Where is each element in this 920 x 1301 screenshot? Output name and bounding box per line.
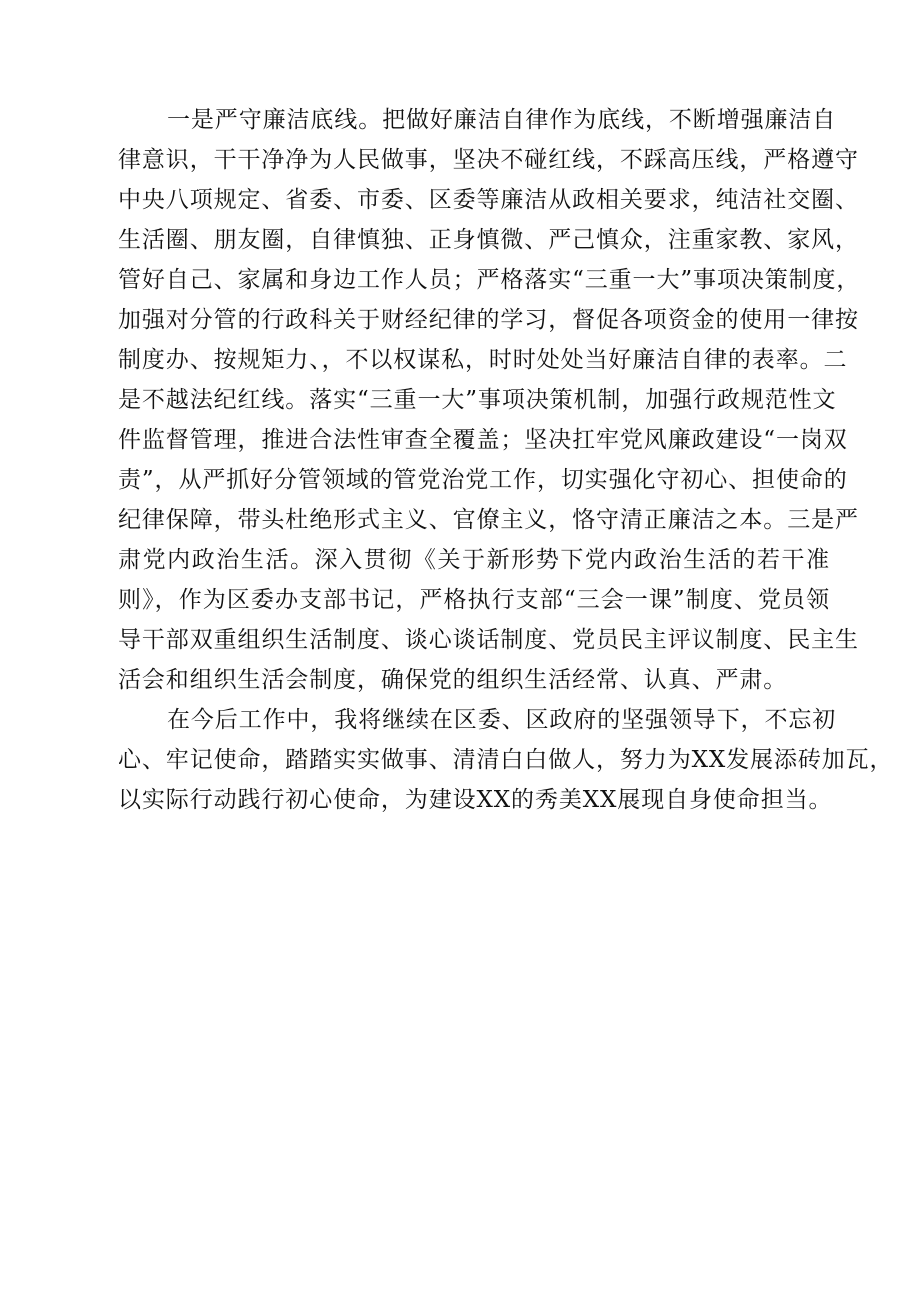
paragraph-line: 活会和组织生活会制度，确保党的组织生活经常、认真、严肃。 <box>118 667 788 693</box>
paragraph-line: 律意识，干干净净为人民做事，坚决不碰红线，不踩高压线，严格遵守 <box>118 147 859 173</box>
paragraph-line: 中央八项规定、省委、市委、区委等廉洁从政相关要求，纯洁社交圈、 <box>118 187 859 213</box>
paragraph-line: 加强对分管的行政科关于财经纪律的学习，督促各项资金的使用一律按 <box>118 307 859 333</box>
document-body <box>118 100 894 820</box>
paragraph-discipline <box>118 100 861 700</box>
paragraph-line: 一是严守廉洁底线。把做好廉洁自律作为底线，不断增强廉洁自 <box>167 107 837 133</box>
paragraph-line: 肃党内政治生活。深入贯彻《关于新形势下党内政治生活的若干准 <box>118 547 830 573</box>
paragraph-line: 生活圈、朋友圈，自律慎独、正身慎微、严己慎众，注重家教、家风， <box>118 227 859 253</box>
paragraph-line: 管好自己、家属和身边工作人员；严格落实“三重一大”事项决策制度， <box>118 267 861 293</box>
paragraph-line: 以实际行动践行初心使命，为建设XX的秀美XX展现自身使命担当。 <box>118 787 833 813</box>
paragraph-line: 制度办、按规矩力、，不以权谋私，时时处处当好廉洁自律的表率。二 <box>118 347 848 373</box>
paragraph-line: 责”，从严抓好分管领域的管党治党工作，切实强化守初心、担使命的 <box>118 467 848 493</box>
paragraph-line: 在今后工作中，我将继续在区委、区政府的坚强领导下，不忘初 <box>167 707 837 733</box>
paragraph-line: 则》，作为区委办支部书记，严格执行支部“三会一课”制度、党员领 <box>118 587 830 613</box>
paragraph-line: 导干部双重组织生活制度、谈心谈话制度、党员民主评议制度、民主生 <box>118 627 859 653</box>
paragraph-line: 件监督管理，推进合法性审查全覆盖；坚决扛牢党风廉政建设“一岗双 <box>118 427 848 453</box>
paragraph-line: 是不越法纪红线。落实“三重一大”事项决策机制，加强行政规范性文 <box>118 387 837 413</box>
paragraph-line: 心、牢记使命，踏踏实实做事、清清白白做人，努力为XX发展添砖加瓦， <box>118 747 894 773</box>
paragraph-future-work <box>118 700 894 820</box>
paragraph-line: 纪律保障，带头杜绝形式主义、官僚主义，恪守清正廉洁之本。三是严 <box>118 507 859 533</box>
